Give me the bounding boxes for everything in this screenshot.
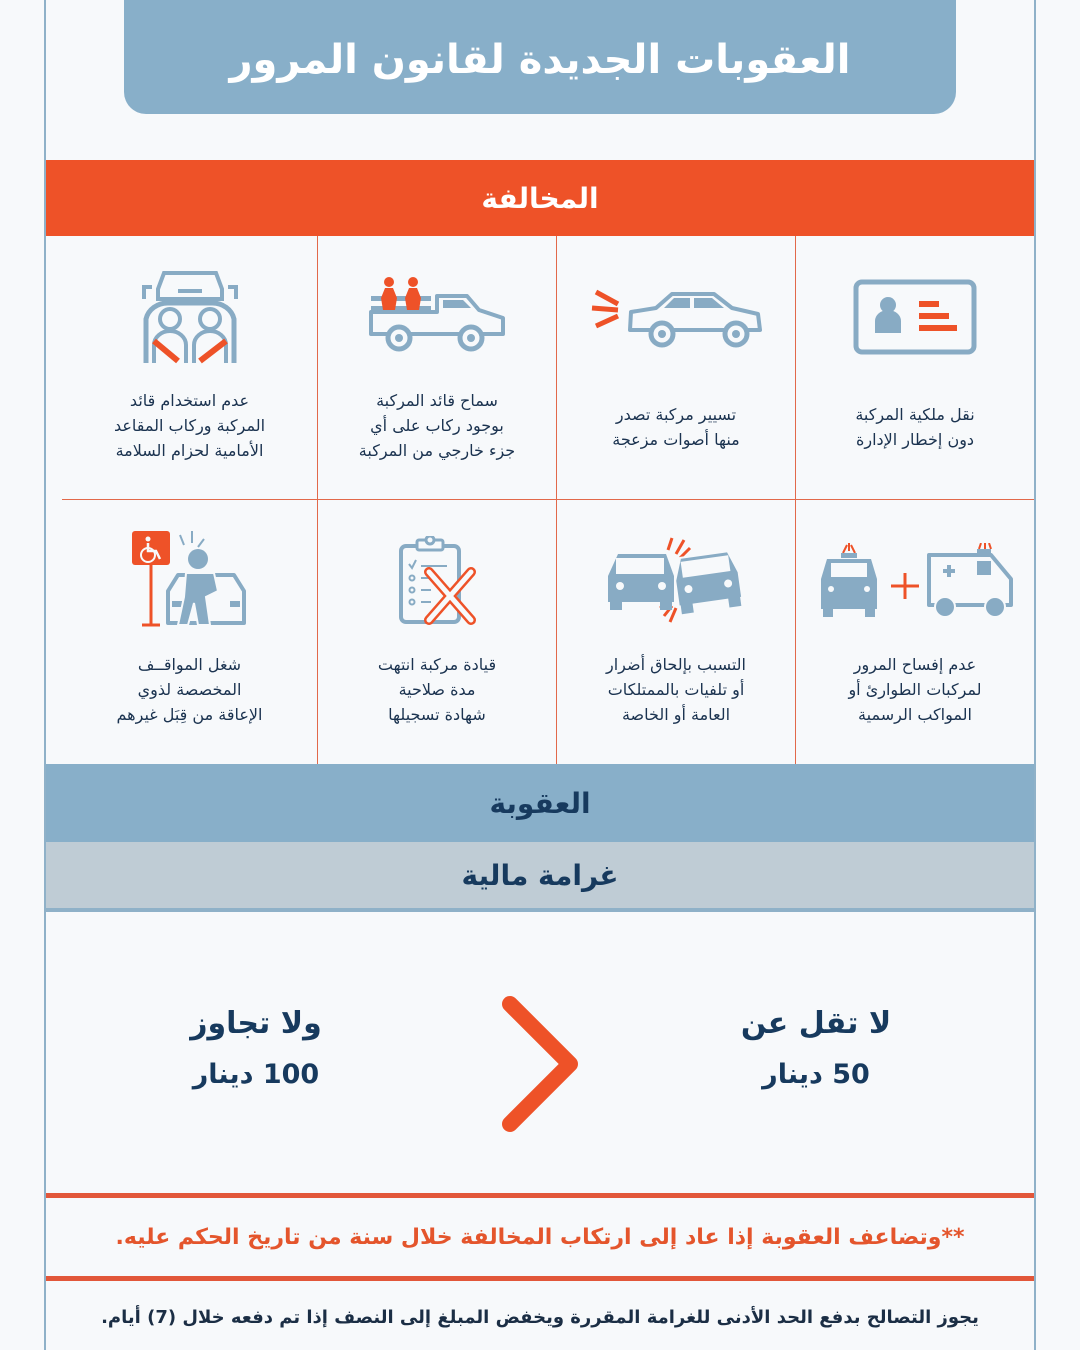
violation-text: عدم استخدام قائد المركبة وركاب المقاعد الأمامية لحزام السلامة <box>113 391 266 460</box>
divider-line <box>46 1276 1034 1281</box>
violation-text: عدم إفساح المرور لمركبات الطوارئ أو المواكب الرسمية <box>848 655 982 724</box>
car-collision-icon <box>586 526 766 636</box>
fine-header-label: غرامة مالية <box>461 858 619 892</box>
fine-max-value: 100 دينار <box>192 1059 320 1090</box>
disabled-parking-icon <box>100 526 280 636</box>
violation-card <box>795 236 1034 500</box>
fine-minimum <box>666 1006 966 1090</box>
noisy-car-icon <box>586 262 766 372</box>
fine-range <box>46 916 1034 1194</box>
violation-card <box>62 236 317 500</box>
fine-max-label: ولا تجاوز <box>190 1006 322 1041</box>
fine-header <box>46 842 1034 912</box>
violation-card <box>317 236 556 500</box>
divider-line <box>46 1193 1034 1198</box>
violation-header <box>46 160 1034 236</box>
settlement-note: يجوز التصالح بدفع الحد الأدنى للغرامة المقررة ويخفض المبلغ إلى النصف إذا تم دفعه خلال (7) أيام. <box>101 1306 979 1328</box>
violation-card <box>556 236 795 500</box>
expired-registration-icon <box>347 526 527 636</box>
id-card-icon <box>825 262 1005 372</box>
seatbelt-icon <box>100 262 280 372</box>
violation-card <box>62 500 317 764</box>
title-banner <box>124 0 956 114</box>
repeat-offense-note: **وتضاعف العقوبة إذا عاد إلى ارتكاب المخالفة خلال سنة من تاريخ الحكم عليه. <box>115 1224 965 1250</box>
pickup-passengers-icon <box>347 262 527 372</box>
violation-text: تسيير مركبة تصدر منها أصوات مزعجة <box>612 405 740 449</box>
violation-card <box>556 500 795 764</box>
fine-min-label: لا تقل عن <box>740 1006 892 1041</box>
chevron-right-icon <box>498 994 582 1134</box>
violation-card <box>795 500 1034 764</box>
page-title: العقوبات الجديدة لقانون المرور <box>229 37 851 83</box>
violation-text: شغل المواقــف المخصصة لذوي الإعاقة من قِبَل غيرهم <box>116 655 263 724</box>
violation-text: نقل ملكية المركبة دون إخطار الإدارة <box>855 405 975 449</box>
violation-text: التسبب بإلحاق أضرار أو تلفيات بالممتلكات العامة أو الخاصة <box>606 655 746 724</box>
fine-maximum <box>106 1006 406 1090</box>
violation-text: قيادة مركبة انتهت مدة صلاحية شهادة تسجيلها <box>377 655 497 724</box>
violation-text: سماح قائد المركبة بوجود ركاب على أي جزء خارجي من المركبة <box>358 391 516 460</box>
emergency-vehicles-icon <box>815 526 1015 636</box>
frame-border-right <box>1034 0 1036 1350</box>
violation-header-label: المخالفة <box>481 181 599 215</box>
penalty-header-label: العقوبة <box>489 786 591 820</box>
penalty-header <box>46 764 1034 842</box>
violations-grid <box>46 236 1034 764</box>
violation-card <box>317 500 556 764</box>
fine-min-value: 50 دينار <box>762 1059 870 1090</box>
